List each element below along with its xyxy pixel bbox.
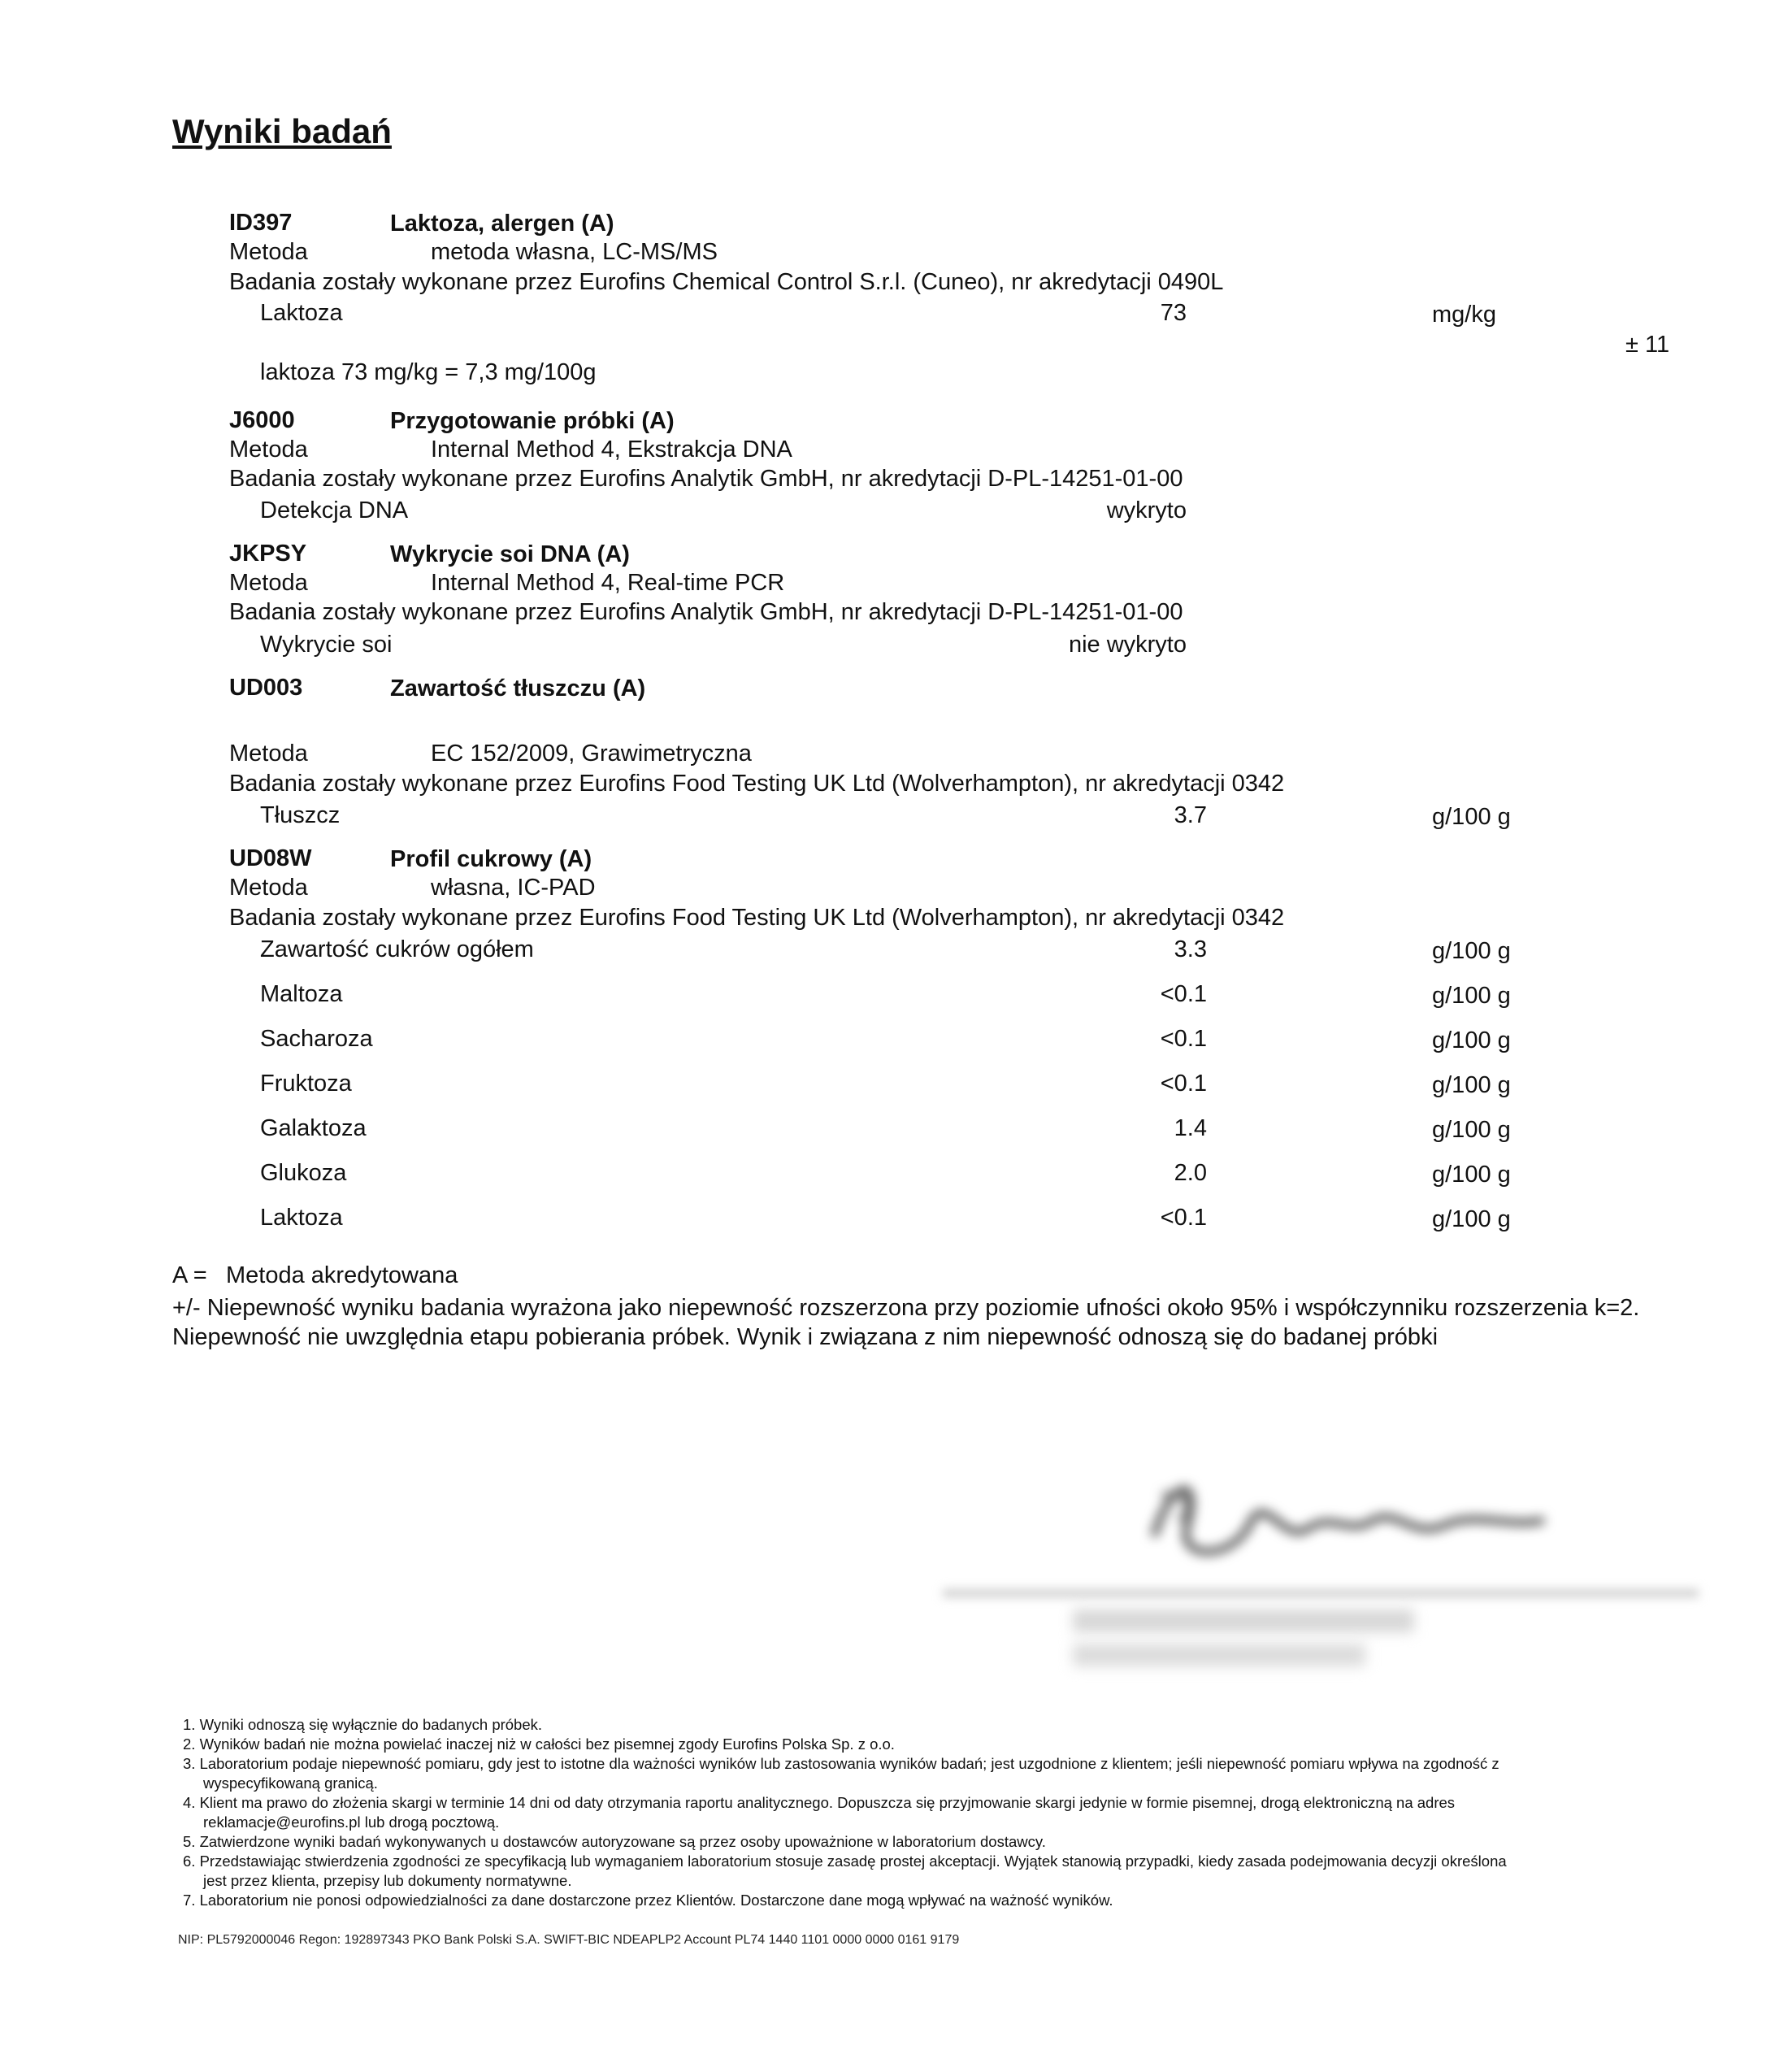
result-value: <0.1 xyxy=(1160,981,1207,1007)
bank-details: NIP: PL5792000046 Regon: 192897343 PKO Bank Polski S.A. SWIFT-BIC NDEAPLP2 Account PL74 1440 1101 0000 0000 0161 9179 xyxy=(178,1933,960,1947)
result-unit: g/100 g xyxy=(1432,1117,1511,1143)
method-label: Metoda xyxy=(229,239,308,265)
note-item: 4. Klient ma prawo do złożenia skargi w terminie 14 dni od daty otrzymania raportu analitycznego. Dopuszcza się przyjmowanie skargi jedynie w formie pisemnej, drogą elektroniczną na adres xyxy=(183,1794,1456,1811)
result-value: 1.4 xyxy=(1174,1115,1207,1141)
result-name: Tłuszcz xyxy=(260,802,341,828)
result-value: <0.1 xyxy=(1160,1026,1207,1052)
note-item-cont: wyspecyfikowaną granicą. xyxy=(203,1774,378,1792)
method-label: Metoda xyxy=(229,875,308,901)
result-name: Fruktoza xyxy=(260,1071,352,1097)
note-item-cont: reklamacje@eurofins.pl lub drogą pocztową. xyxy=(203,1814,500,1831)
result-name: Zawartość cukrów ogółem xyxy=(260,936,534,962)
result-unit: g/100 g xyxy=(1432,938,1511,964)
result-value: <0.1 xyxy=(1160,1205,1207,1231)
method-value: Internal Method 4, Ekstrakcja DNA xyxy=(431,437,792,463)
result-value: 3.7 xyxy=(1174,802,1207,828)
result-name: Galaktoza xyxy=(260,1115,367,1141)
signatory-name-blurred xyxy=(1073,1609,1414,1632)
test-title: Profil cukrowy (A) xyxy=(390,846,592,872)
uncertainty-note-2: Niepewność nie uwzględnia etapu pobierania próbek. Wynik i związana z nim niepewność odnoszą się do badanej próbki xyxy=(172,1324,1439,1350)
note-item: 6. Przedstawiając stwierdzenia zgodności ze specyfikacją lub wymaganiem laboratorium stosuje zasadę prostej akceptacji. Wyjątek stanowią przypadki, kiedy zasada podejmowania decyzji określona xyxy=(183,1853,1507,1870)
legend-key: A = xyxy=(172,1262,207,1288)
test-title: Zawartość tłuszczu (A) xyxy=(390,675,646,702)
lab-info: Badania zostały wykonane przez Eurofins Analytik GmbH, nr akredytacji D-PL-14251-01-00 xyxy=(229,466,1183,492)
note-item: 5. Zatwierdzone wyniki badań wykonywanych u dostawców autoryzowane są przez osoby upoważnione w laboratorium dostawcy. xyxy=(183,1833,1046,1850)
note-item: 1. Wyniki odnoszą się wyłącznie do badanych próbek. xyxy=(183,1716,543,1733)
lab-info: Badania zostały wykonane przez Eurofins Analytik GmbH, nr akredytacji D-PL-14251-01-00 xyxy=(229,599,1183,625)
result-name: Laktoza xyxy=(260,1205,343,1231)
page-title: Wyniki badań xyxy=(172,112,392,150)
result-unit: g/100 g xyxy=(1432,1162,1511,1188)
result-name: Detekcja DNA xyxy=(260,497,409,523)
test-code: J6000 xyxy=(229,407,295,433)
result-unit: g/100 g xyxy=(1432,804,1511,830)
result-value: 2.0 xyxy=(1174,1160,1207,1186)
note-item: 2. Wyników badań nie można powielać inaczej niż w całości bez pisemnej zgody Eurofins Polska Sp. z o.o. xyxy=(183,1735,895,1753)
signature-line xyxy=(943,1589,1699,1597)
result-name: Glukoza xyxy=(260,1160,347,1186)
result-value: nie wykryto xyxy=(1068,632,1187,658)
uncertainty-note: +/- Niepewność wyniku badania wyrażona jako niepewność rozszerzona przy poziomie ufności około 95% i współczynniku rozszerzenia k=2. xyxy=(172,1295,1640,1321)
lab-info: Badania zostały wykonane przez Eurofins Food Testing UK Ltd (Wolverhampton), nr akredytacji 0342 xyxy=(229,771,1285,797)
note-item: 7. Laboratorium nie ponosi odpowiedzialności za dane dostarczone przez Klientów. Dostarczone dane mogą wpływać na ważność wyników. xyxy=(183,1892,1113,1909)
result-unit: g/100 g xyxy=(1432,983,1511,1009)
method-value: Internal Method 4, Real-time PCR xyxy=(431,570,785,596)
result-value: 3.3 xyxy=(1174,936,1207,962)
test-title: Laktoza, alergen (A) xyxy=(390,211,614,237)
method-value: własna, IC-PAD xyxy=(431,875,596,901)
test-code: UD08W xyxy=(229,845,312,871)
result-note: laktoza 73 mg/kg = 7,3 mg/100g xyxy=(260,359,597,385)
result-value: wykryto xyxy=(1106,497,1187,523)
result-name: Sacharoza xyxy=(260,1026,373,1052)
result-name: Laktoza xyxy=(260,300,343,326)
result-unit: g/100 g xyxy=(1432,1206,1511,1232)
result-uncertainty: ± 11 xyxy=(1625,332,1670,358)
test-code: ID397 xyxy=(229,210,293,236)
result-name: Wykrycie soi xyxy=(260,632,393,658)
method-value: EC 152/2009, Grawimetryczna xyxy=(431,741,752,767)
legend-text: Metoda akredytowana xyxy=(226,1262,458,1288)
signatory-role-blurred xyxy=(1073,1644,1365,1666)
result-unit: mg/kg xyxy=(1432,302,1496,328)
result-value: <0.1 xyxy=(1160,1071,1207,1097)
note-item: 3. Laboratorium podaje niepewność pomiaru, gdy jest to istotne dla ważności wyników lub zastosowania wyników badań; jest uzgodnione z klientem; jeśli niepewność pomiaru wpływa na zgodność z xyxy=(183,1755,1499,1772)
method-label: Metoda xyxy=(229,570,308,596)
signature-image xyxy=(1138,1463,1560,1577)
result-unit: g/100 g xyxy=(1432,1027,1511,1053)
lab-info: Badania zostały wykonane przez Eurofins Food Testing UK Ltd (Wolverhampton), nr akredytacji 0342 xyxy=(229,905,1285,931)
test-title: Wykrycie soi DNA (A) xyxy=(390,541,630,567)
lab-info: Badania zostały wykonane przez Eurofins Chemical Control S.r.l. (Cuneo), nr akredytacji 0490L xyxy=(229,269,1224,295)
test-code: JKPSY xyxy=(229,541,307,567)
result-name: Maltoza xyxy=(260,981,343,1007)
method-value: metoda własna, LC-MS/MS xyxy=(431,239,718,265)
note-item-cont: jest przez klienta, przepisy lub dokumenty normatywne. xyxy=(203,1872,572,1889)
result-value: 73 xyxy=(1160,300,1187,326)
method-label: Metoda xyxy=(229,741,308,767)
test-code: UD003 xyxy=(229,675,303,701)
result-unit: g/100 g xyxy=(1432,1072,1511,1098)
test-title: Przygotowanie próbki (A) xyxy=(390,408,675,434)
method-label: Metoda xyxy=(229,437,308,463)
